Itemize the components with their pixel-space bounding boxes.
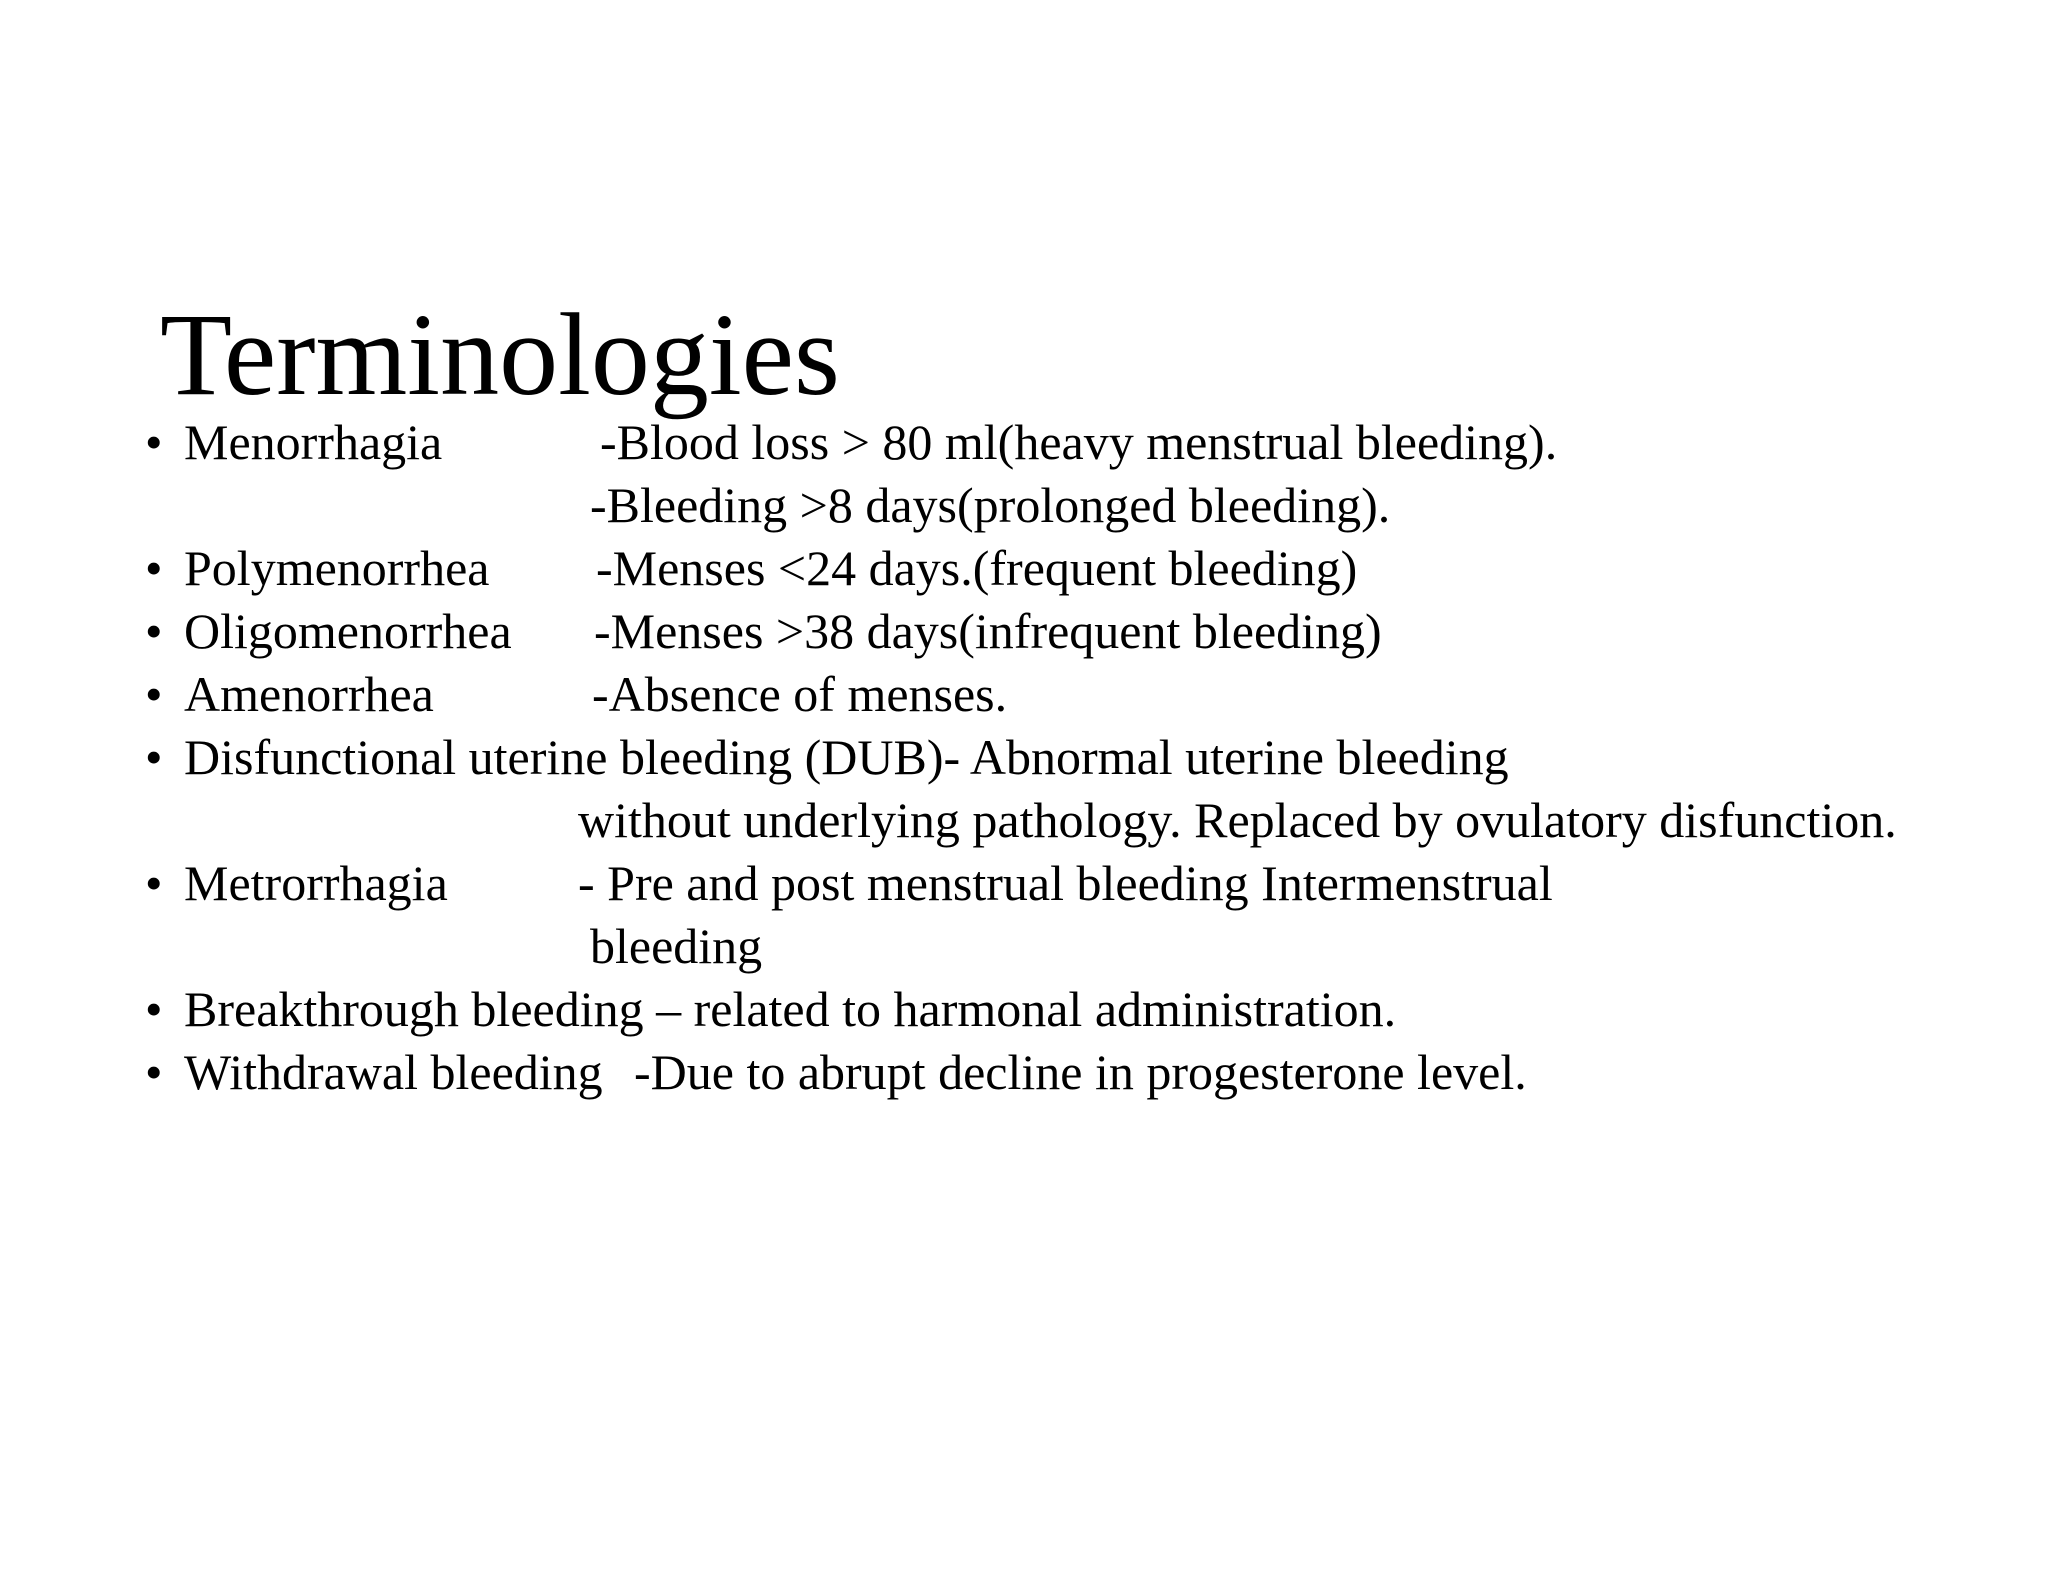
bullet-icon: • [145,855,163,911]
definition-withdrawal-bleeding: -Due to abrupt decline in progesterone level. [634,1044,1527,1100]
bullet-icon: • [145,603,163,659]
term-breakthrough-bleeding: Breakthrough bleeding – related to harmonal administration. [184,981,1397,1037]
definition-metrorrhagia-line-1: - Pre and post menstrual bleeding Intermenstrual [578,855,1553,911]
term-amenorrhea: Amenorrhea [184,666,434,722]
definition-dub: without underlying pathology. Replaced by ovulatory disfunction. [578,792,1897,848]
bullet-icon: • [145,981,163,1037]
bullet-icon: • [145,1044,163,1100]
term-polymenorrhea: Polymenorrhea [184,540,490,596]
term-oligomenorrhea: Oligomenorrhea [184,603,512,659]
definition-menorrhagia-line-2: -Bleeding >8 days(prolonged bleeding). [590,477,1391,533]
definition-amenorrhea: -Absence of menses. [592,666,1008,722]
definition-menorrhagia-line-1: -Blood loss > 80 ml(heavy menstrual bleeding). [600,414,1558,470]
term-dub: Disfunctional uterine bleeding (DUB)- Abnormal uterine bleeding [184,729,1509,785]
bullet-icon: • [145,414,163,470]
term-withdrawal-bleeding: Withdrawal bleeding [184,1044,603,1100]
bullet-icon: • [145,666,163,722]
definition-oligomenorrhea: -Menses >38 days(infrequent bleeding) [594,603,1382,659]
bullet-icon: • [145,540,163,596]
term-metrorrhagia: Metrorrhagia [184,855,448,911]
bullet-icon: • [145,729,163,785]
definition-metrorrhagia-line-2: bleeding [590,918,763,974]
term-menorrhagia: Menorrhagia [184,414,443,470]
slide-title: Terminologies [160,289,840,420]
definition-polymenorrhea: -Menses <24 days.(frequent bleeding) [596,540,1358,596]
